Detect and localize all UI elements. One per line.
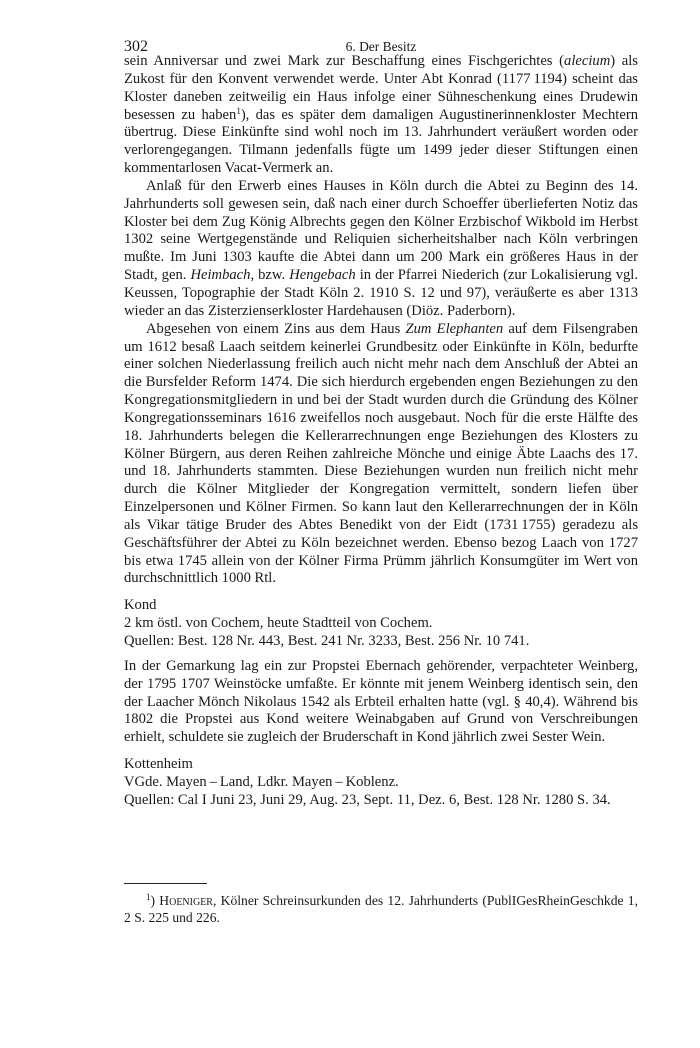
footnote-divider xyxy=(124,883,207,884)
footnote-marker: 1 xyxy=(146,892,151,902)
page-number: 302 xyxy=(124,38,148,55)
house-name-heimbach: Heimbach xyxy=(190,267,251,284)
footnote-author: Hoeniger xyxy=(159,893,213,908)
entry-kottenheim xyxy=(124,756,638,810)
entry-sources: Quellen: Best. 128 Nr. 443, Best. 241 Nr. 3233, Best. 256 Nr. 10 741. xyxy=(124,633,530,649)
paragraph-3: Abgesehen von einem Zins aus dem Haus Zum Elephanten auf dem Filsengraben um 1612 besaß Laach seitdem keinerlei Grundbesitz oder Einkünfte in Köln, bedurfte einer solchen Niederlassung freilich auch nicht mehr nach dem Anschluß der Abtei an die Bursfelder Reform 1474. Die sich hierdurch ergebenden engen Beziehungen zu den Kongregationsmitgliedern in und bei der Stadt wurden durch die Gründung des Kölner Kongregationsseminars 1616 zweifellos noch ausgebaut. Noch für die erste Hälfte des 18. Jahrhunderts belegen die Kellerarrechnungen enge Beziehungen des Klosters zu Kölner Bürgern, aus deren Reihen zahlreiche Mönche und einige Äbte Laachs des 17. und 18. Jahrhunderts stammten. Diese Beziehungen wurden nun freilich nicht mehr durch die Kölner Mitglieder der Kongregation vermittelt, sondern liefen über Einzelpersonen und Kölner Firmen. So kann laut den Kellerarrechnungen der in Köln als Vikar tätige Bruder des Abtes Benedikt von der Eidt (1731 1755) geradezu als Geschäftsführer der Abtei zu Köln bezeichnet werden. Ebenso bezog Laach von 1727 bis etwa 1745 allein von der Kölner Firma Prümm jährlich Konsumgüter im Wert von durchschnittlich 1000 Rtl. xyxy=(124,320,638,587)
entry-title: Kond xyxy=(124,597,157,614)
latin-term: alecium xyxy=(564,53,611,69)
entry-title: Kottenheim xyxy=(124,756,193,773)
paragraph-2: Anlaß für den Erwerb eines Hauses in Köln durch die Abtei zu Beginn des 14. Jahrhunderts soll gewesen sein, daß nach einer durch Schoeffer überlieferten Notiz das Kloster bei dem Zug König Albrechts gegen den Kölner Erzbischof Wikbold im Herbst 1302 seine Wertgegenstände und Reliquien sicherheitshalber nach Köln verbringen mußte. Im Juni 1303 kaufte die Abtei dann um 200 Mark ein größeres Haus in der Stadt, gen. Heimbach, bzw. Hengebach in der Pfarrei Niederich (zur Lokalisierung vgl. Keussen, Topographie der Stadt Köln 2. 1910 S. 12 und 97), veräußerte es aber 1313 wieder an das Zisterzienserkloster Hardehausen (Diöz. Paderborn). xyxy=(124,177,638,319)
entry-kond xyxy=(124,597,638,747)
footnotes xyxy=(124,892,638,926)
entry-text: In der Gemarkung lag ein zur Propstei Ebernach gehörender, verpachteter Weinberg, der 1795 1707 Weinstöcke umfaßte. Er könnte mit jenem Weinberg identisch sein, den der Laacher Mönch Nikolaus 1542 als Erbteil erhalten hatte (vgl. § 40,4). Während bis 1802 die Propstei aus Kond weitere Weinabgaben auf Grund von Verschreibungen erhielt, schuldete sie zugleich der Bruderschaft in Kond jährlich zwei Sester Wein. xyxy=(124,657,638,746)
entry-location: 2 km östl. von Cochem, heute Stadtteil von Cochem. xyxy=(124,615,433,632)
house-name-hengebach: Hengebach xyxy=(289,267,356,284)
running-title: 6. Der Besitz xyxy=(345,39,417,54)
footnote-1: $^1$) Hoeniger, Kölner Schreinsurkunden des 12. Jahrhunderts (PublIGesRheinGeschkde 1, 2 S. 225 und 226. xyxy=(124,892,638,925)
footnote-reference[interactable]: 1 xyxy=(236,105,241,116)
paragraph-1: sein Anniversar und zwei Mark zur Beschaffung eines Fischgerichtes (alecium) als Zukost für den Konvent verwendet werde. Unter Abt Konrad (1177 1194) scheint das Kloster daneben zeitweilig ein Haus infolge einer Sühneschenkung eines Drudewin besessen zu haben$^1$), das es später dem damaligen Augustinerinnenkloster Mechtern übertrug. Diese Einkünfte sind wohl noch im 13. Jahrhundert veräußert worden oder verlorengegangen. Tilmann jedenfalls fügte um 1499 jeder dieser Stiftungen einen kommentarlosen Vacat-Vermerk an. xyxy=(124,53,638,177)
body-text xyxy=(124,53,638,810)
house-name-elephanten: Zum Elephanten xyxy=(405,320,504,337)
entry-location: VGde. Mayen – Land, Ldkr. Mayen – Koblenz. xyxy=(124,773,399,790)
entry-sources: Quellen: Cal I Juni 23, Juni 29, Aug. 23, Sept. 11, Dez. 6, Best. 128 Nr. 1280 S. 34. xyxy=(124,791,611,808)
